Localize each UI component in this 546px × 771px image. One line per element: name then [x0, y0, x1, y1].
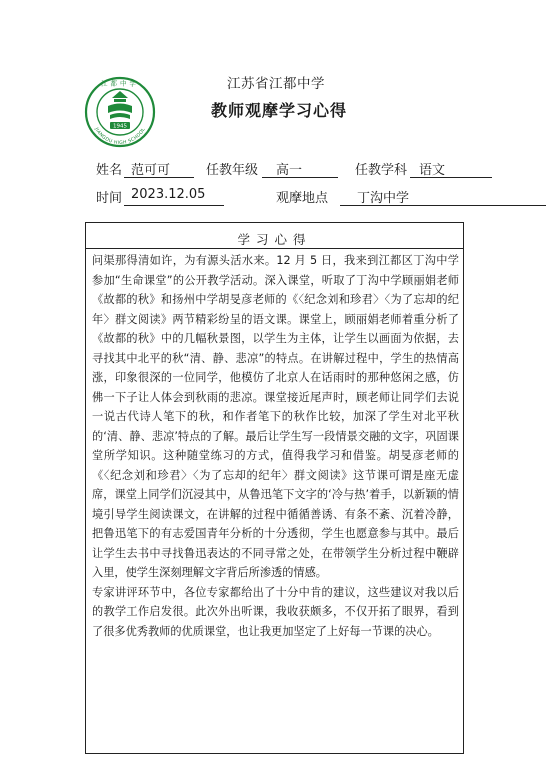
grade-label: 任教年级: [206, 163, 259, 178]
school-emblem-icon: [84, 76, 156, 148]
heading-divider: [86, 248, 463, 249]
grade-value: 高一: [276, 163, 303, 178]
logo-ring-text: JIANGDU HIGH SCHOOL: [93, 127, 147, 147]
document-title: 教师观摩学习心得: [210, 101, 347, 120]
time-underline: [124, 205, 224, 206]
name-value: 范可可: [131, 163, 171, 178]
place-label: 观摩地点: [276, 191, 329, 206]
subject-value: 语文: [419, 163, 446, 178]
subject-label: 任教学科: [355, 163, 408, 178]
subject-underline: [410, 177, 492, 178]
name-label: 姓名: [96, 163, 123, 178]
place-value: 丁沟中学: [357, 191, 410, 206]
school-name: 江苏省江都中学: [227, 76, 325, 92]
logo-motto: 江都中学: [101, 79, 139, 88]
reflection-box: [85, 222, 464, 754]
reflection-paragraph: 问渠那得清如许，为有源头活水来。12 月 5 日，我来到江都区丁沟中学参加“生命课堂”的公开教学活动。深入课堂，听取了丁沟中学顾丽娟老师《故都的秋》和扬州中学胡旻彦老师的《〈纪念刘和珍君〉〈为了忘却的纪年〉群文阅读》两节精彩纷呈的语文课。课堂上，顾丽娟老师着重分析了《故都的秋》中的几幅秋景图，以学生为主体，让学生以画面为依据，去寻找其中北平的秋“清、静、悲凉”的特点。在讲解过程中，学生的热情高涨，印象很深的一位同学，他模仿了北京人在话雨时的那种悠闲之感，仿佛一下子让人体会到秋雨的悲凉。课堂接近尾声时，顾老师让同学们去说一说古代诗人笔下的秋，和作者笔下的秋作比较，加深了学生对北平秋的‘清、静、悲凉’特点的了解。最后让学生写一段情景交融的文字，巩固课堂所学知识。这种随堂练习的方式，值得我学习和借鉴。胡旻彦老师的《〈纪念刘和珍君〉〈为了忘却的纪年〉群文阅读》这节课可谓是座无虚席，课堂上同学们沉浸其中，从鲁迅笔下文字的‘冷与热’着手，以新颖的情境引导学生阅读课文，在讲解的过程中循循善诱、有条不紊、沉着冷静，把鲁迅笔下的有志爱国青年分析的十分透彻，学生也愿意参与其中。最后让学生去书中寻找鲁迅表达的不同寻常之处，在带领学生分析过程中鞭辟入里，使学生深刻理解文字背后所渗透的情感。: [92, 254, 459, 579]
reflection-heading: 学习心得: [237, 232, 312, 247]
logo-year: 1945: [113, 123, 127, 130]
reflection-paragraph: 专家讲评环节中，各位专家都给出了十分中肯的建议，这些建议对我以后的教学工作启发很。此次外出听课，我收获颇多，不仅开拓了眼界，看到了很多优秀教师的优质课堂，也让我更加坚定了上好每一节课的决心。: [92, 585, 459, 638]
reflection-body: [92, 251, 459, 641]
place-underline: [340, 205, 546, 206]
time-label: 时间: [96, 191, 123, 206]
grade-underline: [262, 177, 338, 178]
name-underline: [124, 177, 194, 178]
time-value: 2023.12.05: [131, 187, 206, 202]
